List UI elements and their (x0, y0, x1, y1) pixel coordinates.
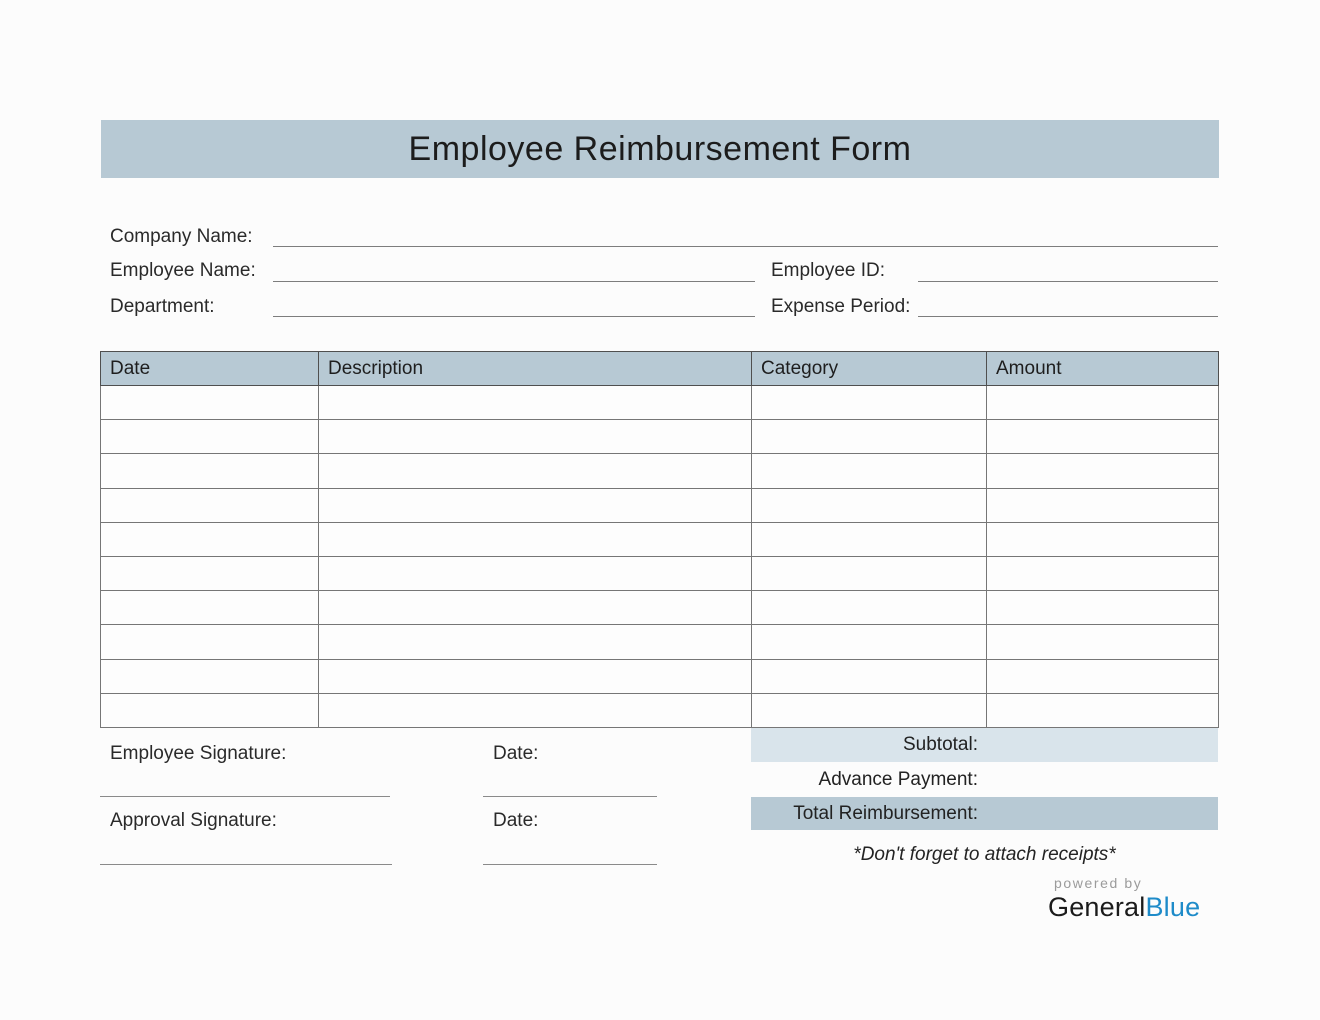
table-cell[interactable] (101, 659, 319, 693)
approval-signature-line[interactable] (100, 864, 392, 865)
employee-id-label: Employee ID: (771, 260, 886, 281)
total-reimbursement-row (751, 797, 1218, 830)
advance-payment-label: Advance Payment: (818, 768, 978, 790)
table-cell[interactable] (987, 386, 1219, 420)
employee-name-label: Employee Name: (110, 260, 256, 281)
table-header-row (101, 352, 1219, 386)
table-cell[interactable] (987, 556, 1219, 590)
page-title: Employee Reimbursement Form (408, 129, 912, 168)
table-cell[interactable] (101, 454, 319, 488)
table-row (101, 386, 1219, 420)
table-cell[interactable] (987, 659, 1219, 693)
expense-period-label: Expense Period: (771, 296, 911, 317)
employee-signature-label: Employee Signature: (110, 743, 287, 764)
table-cell[interactable] (752, 488, 987, 522)
employee-id-field[interactable] (918, 281, 1218, 282)
table-row (101, 454, 1219, 488)
table-cell[interactable] (987, 625, 1219, 659)
brand-name (1048, 891, 1208, 923)
table-cell[interactable] (101, 556, 319, 590)
department-field[interactable] (273, 316, 755, 317)
approval-signature-date-label: Date: (493, 810, 539, 831)
table-cell[interactable] (101, 625, 319, 659)
table-row (101, 488, 1219, 522)
expense-table-body (101, 386, 1219, 728)
table-cell[interactable] (752, 522, 987, 556)
generalblue-logo (1048, 875, 1208, 923)
employee-signature-date-line[interactable] (483, 796, 657, 797)
table-cell[interactable] (987, 488, 1219, 522)
table-row (101, 659, 1219, 693)
table-cell[interactable] (101, 591, 319, 625)
powered-by-text: powered by (1054, 875, 1143, 891)
table-cell[interactable] (101, 693, 319, 727)
expense-period-field[interactable] (918, 316, 1218, 317)
employee-name-field[interactable] (273, 281, 755, 282)
table-cell[interactable] (319, 522, 752, 556)
table-row (101, 693, 1219, 727)
table-cell[interactable] (319, 420, 752, 454)
table-cell[interactable] (752, 625, 987, 659)
table-cell[interactable] (987, 591, 1219, 625)
table-cell[interactable] (319, 591, 752, 625)
table-cell[interactable] (319, 556, 752, 590)
table-row (101, 522, 1219, 556)
table-cell[interactable] (319, 659, 752, 693)
employee-signature-line[interactable] (100, 796, 390, 797)
subtotal-row (751, 728, 1218, 762)
expense-table (100, 351, 1219, 728)
table-row (101, 556, 1219, 590)
table-cell[interactable] (319, 693, 752, 727)
table-cell[interactable] (752, 420, 987, 454)
total-reimbursement-label: Total Reimbursement: (793, 802, 978, 824)
table-cell[interactable] (319, 488, 752, 522)
table-row (101, 420, 1219, 454)
company-name-field[interactable] (273, 246, 1218, 247)
table-cell[interactable] (101, 420, 319, 454)
brand-name-general: General (1048, 892, 1146, 922)
table-cell[interactable] (101, 522, 319, 556)
employee-signature-date-label: Date: (493, 743, 539, 764)
table-cell[interactable] (987, 420, 1219, 454)
department-label: Department: (110, 296, 215, 317)
column-header-category: Category (752, 352, 987, 386)
table-cell[interactable] (752, 591, 987, 625)
table-cell[interactable] (752, 693, 987, 727)
advance-payment-row (751, 762, 1218, 797)
table-cell[interactable] (319, 625, 752, 659)
approval-signature-label: Approval Signature: (110, 810, 277, 831)
table-cell[interactable] (101, 488, 319, 522)
table-row (101, 591, 1219, 625)
table-cell[interactable] (752, 659, 987, 693)
attach-receipts-note: *Don't forget to attach receipts* (853, 844, 1116, 865)
approval-signature-date-line[interactable] (483, 864, 657, 865)
brand-name-blue: Blue (1145, 892, 1201, 922)
table-cell[interactable] (752, 454, 987, 488)
column-header-description: Description (319, 352, 752, 386)
table-cell[interactable] (987, 693, 1219, 727)
table-cell[interactable] (987, 522, 1219, 556)
table-cell[interactable] (752, 556, 987, 590)
table-cell[interactable] (319, 454, 752, 488)
company-name-label: Company Name: (110, 226, 253, 247)
table-row (101, 625, 1219, 659)
table-cell[interactable] (752, 386, 987, 420)
table-cell[interactable] (987, 454, 1219, 488)
table-cell[interactable] (101, 386, 319, 420)
column-header-amount: Amount (987, 352, 1219, 386)
subtotal-label: Subtotal: (903, 734, 978, 755)
table-cell[interactable] (319, 386, 752, 420)
form-title-bar (101, 120, 1219, 178)
column-header-date: Date (101, 352, 319, 386)
